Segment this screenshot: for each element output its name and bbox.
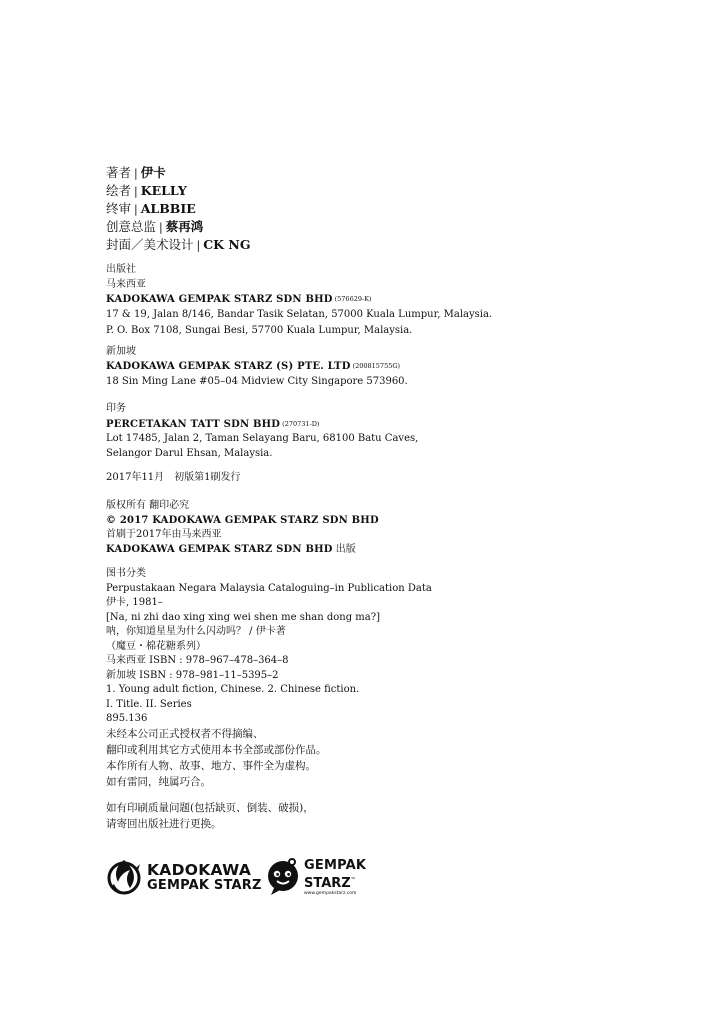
printer-address-2: Selangor Darul Ehsan, Malaysia.: [106, 447, 273, 459]
cataloguing-section: [106, 567, 432, 727]
credit-role: 绘者: [106, 183, 132, 198]
credit-creative-director: [106, 218, 251, 236]
singapore-company: [106, 359, 492, 375]
singapore-address: 18 Sin Ming Lane #05–04 Midview City Singapore 573960.: [106, 375, 408, 387]
publisher-logos: [106, 855, 376, 903]
printer-heading: 印务: [106, 403, 126, 414]
credit-role: 著者: [106, 165, 132, 180]
credit-name: KELLY: [140, 183, 187, 198]
credit-cover-design: [106, 236, 251, 254]
defects-section: [106, 800, 314, 832]
edition-line: [106, 471, 241, 486]
published-by-company: KADOKAWA GEMPAK STARZ SDN BHD: [106, 543, 333, 555]
cataloguing-line: Perpustakaan Negara Malaysia Cataloguing–in Publication Data: [106, 582, 432, 594]
gempak-starz-logo: [266, 855, 366, 901]
credit-separator: |: [134, 203, 138, 216]
speech-bubble-mascot-icon: [266, 856, 300, 900]
malaysia-company: [106, 292, 492, 308]
published-by-suffix: 出版: [332, 543, 356, 555]
credits-list: [106, 164, 251, 254]
published-by-line: [106, 543, 379, 558]
printer-company-reg: (270731-D): [282, 419, 320, 428]
malaysia-company-name: KADOKAWA GEMPAK STARZ SDN BHD: [106, 294, 333, 305]
kadokawa-wordmark: [147, 862, 262, 894]
publisher-section: [106, 263, 492, 389]
kadokawa-gempak-logo: [106, 857, 262, 899]
credit-role: 终审: [106, 201, 132, 216]
singapore-company-name: KADOKAWA GEMPAK STARZ (S) PTE. LTD: [106, 361, 351, 372]
credit-name: ALBBIE: [140, 201, 196, 216]
trademark-symbol: ™: [350, 877, 356, 883]
malaysia-address-2: P. O. Box 7108, Sungai Besi, 57700 Kuala Lumpur, Malaysia.: [106, 325, 413, 336]
gempak-wordmark-line1: GEMPAK: [304, 858, 367, 873]
defects-line: 请寄回出版社进行更换。: [106, 818, 222, 830]
copyright-notice: © 2017 KADOKAWA GEMPAK STARZ SDN BHD: [106, 514, 379, 526]
malaysia-address-1: 17 & 19, Jalan 8/146, Bandar Tasik Selatan, 57000 Kuala Lumpur, Malaysia.: [106, 308, 493, 320]
malaysia-label: 马来西亚: [106, 278, 146, 290]
edition-text: 2017年11月 初版第1刷发行: [106, 472, 241, 483]
printer-company: [106, 417, 418, 433]
singapore-label: 新加坡: [106, 345, 136, 357]
gempak-wordmark-line2: [304, 873, 366, 891]
defects-line: 如有印刷质量问题(包括缺页、倒装、破损)，: [106, 802, 314, 814]
malaysia-company-reg: (576629-K): [334, 295, 372, 303]
gempak-wordmark-starz: STARZ: [304, 876, 351, 891]
copyright-section: [106, 499, 379, 557]
singapore-company-reg: (200815755G): [352, 362, 401, 370]
credit-separator: |: [134, 167, 138, 180]
notice-line: 如有雷同，纯属巧合。: [106, 776, 211, 788]
credit-final-review: [106, 200, 251, 218]
credit-name: 伊卡: [140, 165, 166, 180]
credit-separator: |: [134, 185, 138, 198]
cataloguing-line: I. Title. II. Series: [106, 698, 192, 710]
credit-name: 蔡再鸿: [165, 219, 204, 234]
phoenix-emblem-icon: [106, 856, 142, 900]
kadokawa-wordmark-line1: KADOKAWA: [147, 861, 252, 879]
cataloguing-heading: 图书分类: [106, 568, 146, 579]
notice-line: 本作所有人物、故事、地方、事件全为虚构。: [106, 760, 316, 772]
cataloguing-line: 1. Young adult fiction, Chinese. 2. Chinese fiction.: [106, 684, 360, 695]
cataloguing-line: 马来西亚 ISBN : 978–967–478–364–8: [106, 655, 289, 666]
cataloguing-line: 伊卡, 1981–: [106, 597, 163, 608]
credit-author: [106, 164, 251, 182]
notice-line: 未经本公司正式授权者不得摘编、: [106, 728, 264, 740]
credit-role: 创意总监: [106, 219, 157, 234]
printer-company-name: PERCETAKAN TATT SDN BHD: [106, 418, 281, 430]
first-print-line: 首刷于2017年由马来西亚: [106, 529, 222, 540]
kadokawa-wordmark-line2: GEMPAK STARZ: [147, 878, 262, 893]
cataloguing-line: 新加坡 ISBN : 978–981–11–5395–2: [106, 669, 279, 681]
publisher-heading: 出版社: [106, 264, 136, 275]
notice-section: [106, 726, 327, 790]
cataloguing-line: 895.136: [106, 713, 148, 724]
gempak-url: www.gempakstarz.com: [304, 891, 357, 896]
credit-name: CK NG: [203, 237, 251, 252]
rights-reserved: 版权所有 翻印必究: [106, 500, 190, 511]
cataloguing-line: （魔豆・棉花糖系列）: [106, 640, 206, 652]
credit-separator: |: [196, 239, 201, 252]
cataloguing-line: 呐，你知道星星为什么闪动吗？ / 伊卡著: [106, 626, 286, 637]
printer-address-1: Lot 17485, Jalan 2, Taman Selayang Baru, 68100 Batu Caves,: [106, 433, 419, 444]
cataloguing-line: [Na, ni zhi dao xing xing wei shen me shan dong ma?]: [106, 611, 380, 623]
credit-separator: |: [159, 221, 163, 234]
notice-line: 翻印或利用其它方式使用本书全部或部份作品。: [106, 744, 327, 756]
printer-section: [106, 402, 418, 461]
credit-illustrator: [106, 182, 251, 200]
credit-role: 封面／美术设计: [106, 237, 194, 252]
gempak-wordmark: [304, 859, 366, 897]
